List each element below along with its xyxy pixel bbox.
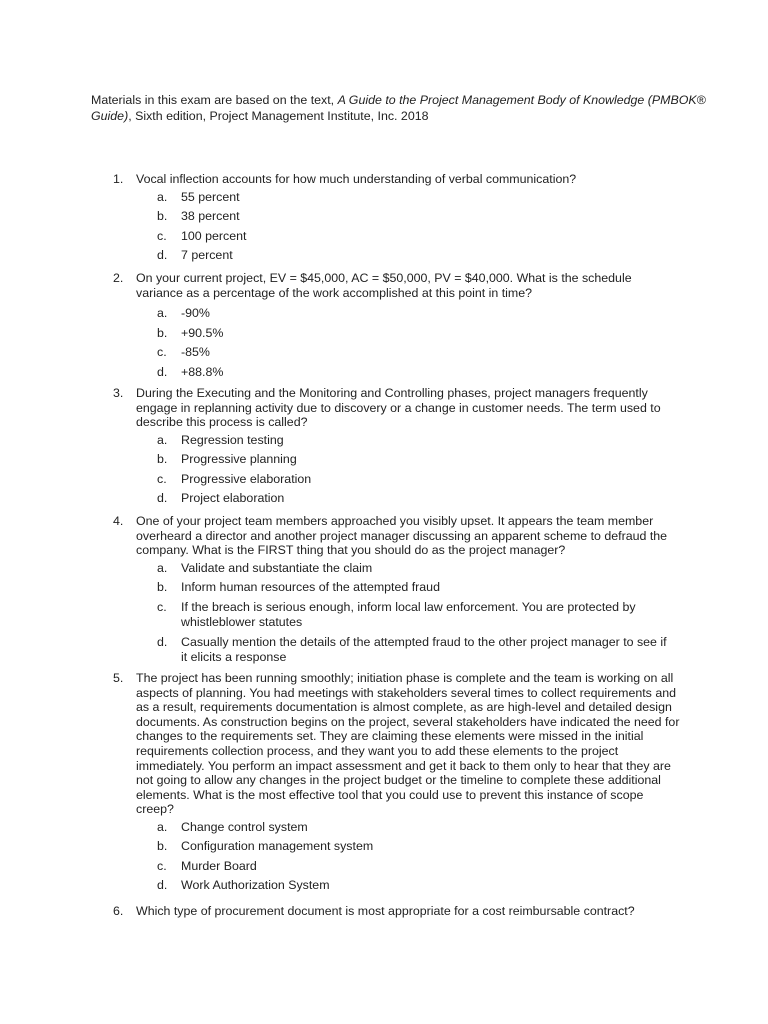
option-a	[0, 820, 681, 840]
intro-paragraph	[91, 93, 711, 124]
option-text: Work Authorization System	[181, 878, 330, 893]
option-b	[0, 326, 681, 346]
option-list	[0, 433, 681, 511]
option-text: If the breach is serious enough, inform local law enforcement. You are protected by whistleblower statutes	[181, 599, 636, 630]
option-letter: d.	[157, 491, 168, 506]
option-text: Progressive planning	[181, 452, 297, 467]
intro-prefix: Materials in this exam are based on the text,	[91, 93, 338, 107]
option-d	[0, 248, 681, 268]
option-text: Configuration management system	[181, 839, 374, 854]
book-title: A Guide to the Project Management Body of Knowledge (PMBOK® Guide)	[91, 93, 706, 123]
option-d	[0, 365, 681, 385]
question-number: 6.	[113, 904, 124, 918]
option-text: +88.8%	[181, 364, 224, 379]
option-b	[0, 839, 681, 859]
option-letter: d.	[157, 634, 168, 649]
option-letter: b.	[157, 209, 168, 224]
option-b	[0, 452, 681, 472]
option-text: Change control system	[181, 819, 308, 834]
question-5	[0, 671, 681, 901]
option-text: Murder Board	[181, 858, 257, 873]
option-letter: c.	[157, 471, 167, 486]
option-text: +90.5%	[181, 325, 224, 340]
question-number: 2.	[113, 271, 124, 285]
option-c	[0, 600, 681, 635]
option-letter: a.	[157, 560, 168, 575]
option-c	[0, 229, 681, 249]
option-letter: c.	[157, 858, 167, 873]
option-letter: a.	[157, 819, 168, 834]
question-number: 5.	[113, 671, 124, 685]
option-b	[0, 209, 681, 229]
question-4	[0, 514, 681, 673]
question-text: Which type of procurement document is most appropriate for a cost reimbursable contract?	[136, 904, 635, 918]
question-text: Vocal inflection accounts for how much understanding of verbal communication?	[136, 172, 577, 186]
option-letter: a.	[157, 189, 168, 204]
option-letter: d.	[157, 878, 168, 893]
option-text: 7 percent	[181, 248, 233, 263]
option-a	[0, 190, 681, 210]
option-text: -90%	[181, 306, 210, 321]
option-letter: b.	[157, 580, 168, 595]
option-a	[0, 306, 681, 326]
option-b	[0, 580, 681, 600]
question-text: During the Executing and the Monitoring and Controlling phases, project managers frequently engage in replanning activity due to discovery or a change in customer needs. The term used to describe this process is called?	[136, 386, 661, 430]
option-text: Progressive elaboration	[181, 471, 312, 486]
option-text: Casually mention the details of the attempted fraud to the other project manager to see if it elicits a response	[181, 634, 667, 665]
question-1	[0, 172, 681, 271]
option-list	[0, 190, 681, 268]
option-letter: d.	[157, 248, 168, 263]
option-letter: b.	[157, 325, 168, 340]
option-text: Project elaboration	[181, 491, 285, 506]
option-letter: a.	[157, 432, 168, 447]
option-list	[0, 306, 681, 384]
option-list	[0, 561, 681, 670]
option-text: 55 percent	[181, 189, 240, 204]
question-6	[0, 904, 681, 919]
option-letter: c.	[157, 228, 167, 243]
option-text: Inform human resources of the attempted fraud	[181, 580, 440, 595]
option-letter: c.	[157, 599, 167, 614]
option-text: -85%	[181, 345, 210, 360]
option-a	[0, 561, 681, 581]
option-d	[0, 635, 681, 670]
question-2	[0, 271, 681, 387]
option-text: Regression testing	[181, 432, 284, 447]
option-c	[0, 472, 681, 492]
question-number: 1.	[113, 172, 124, 186]
option-letter: c.	[157, 345, 167, 360]
option-c	[0, 859, 681, 879]
option-letter: b.	[157, 452, 168, 467]
option-text: 38 percent	[181, 209, 240, 224]
option-text: 100 percent	[181, 228, 247, 243]
option-list	[0, 820, 681, 898]
question-number: 3.	[113, 386, 124, 400]
option-d	[0, 491, 681, 511]
option-a	[0, 433, 681, 453]
option-c	[0, 345, 681, 365]
intro-suffix: , Sixth edition, Project Management Institute, Inc. 2018	[128, 108, 429, 123]
option-letter: b.	[157, 839, 168, 854]
option-letter: d.	[157, 364, 168, 379]
question-number: 4.	[113, 514, 124, 528]
question-3	[0, 386, 681, 514]
option-text: Validate and substantiate the claim	[181, 560, 373, 575]
question-text: One of your project team members approached you visibly upset. It appears the team member overheard a director and another project manager discussing an apparent scheme to defraud the company. What is the FIRST thing that you should do as the project manager?	[136, 514, 668, 558]
question-text: On your current project, EV = $45,000, AC = $50,000, PV = $40,000. What is the schedule variance as a percentage of the work accomplished at this point in time?	[136, 271, 632, 300]
option-letter: a.	[157, 306, 168, 321]
option-d	[0, 878, 681, 898]
question-text: The project has been running smoothly; initiation phase is complete and the team is working on all aspects of planning. You had meetings with stakeholders several times to collect requirements and as a result, requirements documentation is almost complete, as are high-level and detailed design documents. As construction begins on the project, several stakeholders have indicated the need for changes to the requirements set. They are claiming these elements were missed in the initial requirements collection process, and they want you to add these elements to the project immediately. You perform an impact assessment and get it back to them only to hear that they are not going to allow any changes in the project budget or the timeline to complete these additional elements. What is the most effective tool that you could use to prevent this instance of scope creep?	[136, 671, 680, 817]
